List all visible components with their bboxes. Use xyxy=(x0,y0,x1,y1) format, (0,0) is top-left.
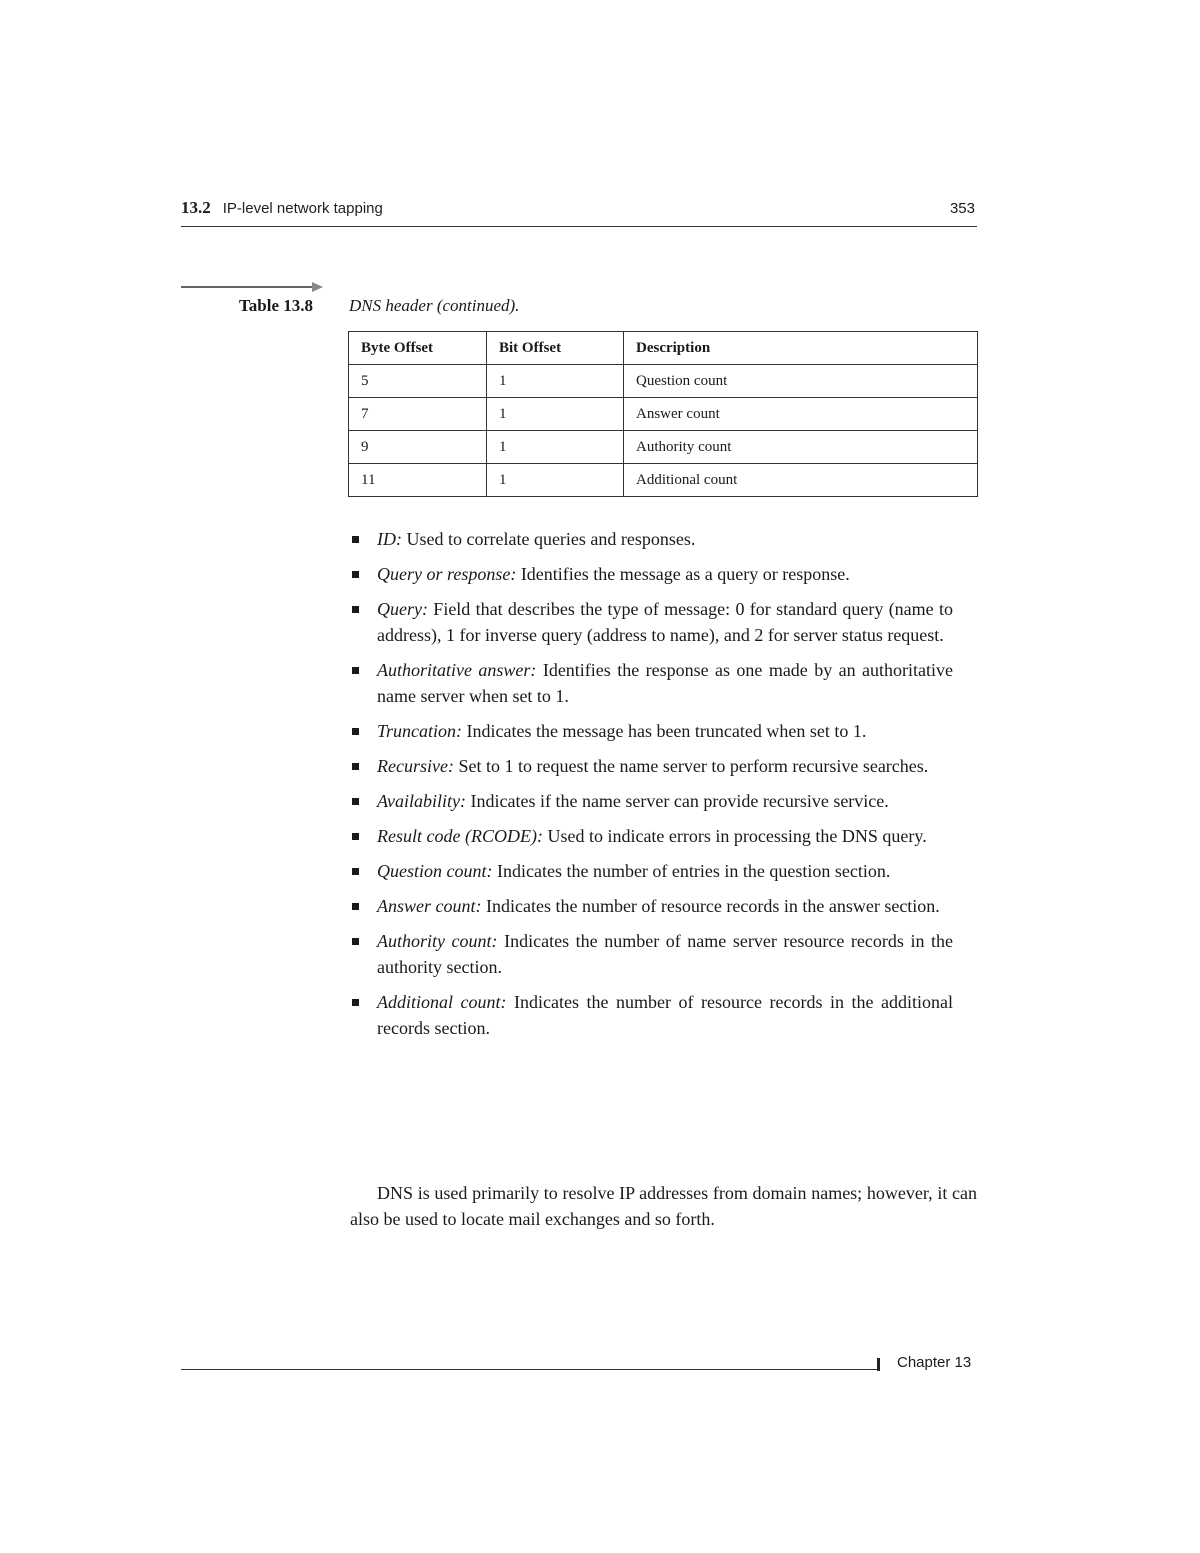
field-term: Query or response: xyxy=(377,564,517,584)
list-item xyxy=(350,989,953,1041)
table-cell: 1 xyxy=(487,431,624,464)
table-cell: 7 xyxy=(349,398,487,431)
bullet-icon xyxy=(352,868,359,875)
bullet-icon xyxy=(352,536,359,543)
bullet-icon xyxy=(352,938,359,945)
bullet-icon xyxy=(352,833,359,840)
dns-header-table xyxy=(348,331,978,497)
table-cell: 9 xyxy=(349,431,487,464)
bullet-icon xyxy=(352,798,359,805)
field-term: Availability: xyxy=(377,791,466,811)
field-text: Identifies the message as a query or response. xyxy=(516,564,850,584)
list-item xyxy=(350,858,953,884)
bullet-icon xyxy=(352,606,359,613)
column-header: Byte Offset xyxy=(349,332,487,365)
list-item xyxy=(350,823,953,849)
field-term: Result code (RCODE): xyxy=(377,826,543,846)
table-title: DNS header (continued). xyxy=(349,296,520,315)
table-cell: Question count xyxy=(624,365,978,398)
footer-rule xyxy=(181,1369,879,1370)
field-text: Indicates the number of entries in the question section. xyxy=(492,861,891,881)
table-cell: Additional count xyxy=(624,464,978,497)
field-text: Used to indicate errors in processing the DNS query. xyxy=(542,826,927,846)
table-row xyxy=(349,431,978,464)
table-arrow-icon xyxy=(181,281,323,293)
field-term: Answer count: xyxy=(377,896,482,916)
field-text: Set to 1 to request the name server to perform recursive searches. xyxy=(453,756,929,776)
field-term: Authoritative answer: xyxy=(377,660,537,680)
table-cell: 11 xyxy=(349,464,487,497)
field-term: Query: xyxy=(377,599,428,619)
table-cell: Authority count xyxy=(624,431,978,464)
field-text: Indicates the number of resource records in the additional records section. xyxy=(377,992,954,1038)
list-item xyxy=(350,596,953,648)
field-text: Field that describes the type of message: 0 for standard query (name to address), 1 for inverse query (address to name), and 2 for server status request. xyxy=(377,599,953,645)
field-description-list xyxy=(350,526,953,1050)
page-number: 353 xyxy=(949,200,975,217)
list-item xyxy=(350,561,953,587)
bullet-icon xyxy=(352,667,359,674)
field-text: Indicates if the name server can provide recursive service. xyxy=(465,791,889,811)
list-item xyxy=(350,893,953,919)
field-text: Indicates the message has been truncated when set to 1. xyxy=(462,721,867,741)
list-item xyxy=(350,788,953,814)
list-item xyxy=(350,526,953,552)
table-header-row xyxy=(349,332,978,365)
field-term: Additional count: xyxy=(377,992,507,1012)
table-row xyxy=(349,464,978,497)
field-text: Used to correlate queries and responses. xyxy=(402,529,696,549)
field-term: Recursive: xyxy=(377,756,454,776)
table-row xyxy=(349,398,978,431)
list-item xyxy=(350,718,953,744)
bullet-icon xyxy=(352,728,359,735)
bullet-icon xyxy=(352,903,359,910)
table-cell: 1 xyxy=(487,365,624,398)
field-term: Question count: xyxy=(377,861,493,881)
section-title: IP-level network tapping xyxy=(222,200,383,217)
field-term: Authority count: xyxy=(377,931,498,951)
field-term: ID: xyxy=(377,529,402,549)
footer-tick xyxy=(877,1358,880,1371)
table-cell: Answer count xyxy=(624,398,978,431)
table-label: Table 13.8 xyxy=(239,296,314,315)
bullet-icon xyxy=(352,763,359,770)
table-row xyxy=(349,365,978,398)
running-head xyxy=(181,198,977,227)
column-header: Description xyxy=(624,332,978,365)
list-item xyxy=(350,657,953,709)
field-text: Identifies the response as one made by an authoritative name server when set to 1. xyxy=(377,660,953,706)
table-cell: 1 xyxy=(487,398,624,431)
list-item xyxy=(350,928,953,980)
bullet-icon xyxy=(352,571,359,578)
bullet-icon xyxy=(352,999,359,1006)
field-text: Indicates the number of resource records in the answer section. xyxy=(481,896,940,916)
list-item xyxy=(350,753,953,779)
field-term: Truncation: xyxy=(377,721,463,741)
table-cell: 1 xyxy=(487,464,624,497)
field-text: Indicates the number of name server resource records in the authority section. xyxy=(377,931,953,977)
footer-chapter: Chapter 13 xyxy=(897,1354,972,1371)
table-caption xyxy=(239,296,519,316)
column-header: Bit Offset xyxy=(487,332,624,365)
closing-paragraph: DNS is used primarily to resolve IP addresses from domain names; however, it can also be used to locate mail exchanges and so forth. xyxy=(350,1183,977,1229)
section-number: 13.2 xyxy=(181,198,211,217)
table-cell: 5 xyxy=(349,365,487,398)
